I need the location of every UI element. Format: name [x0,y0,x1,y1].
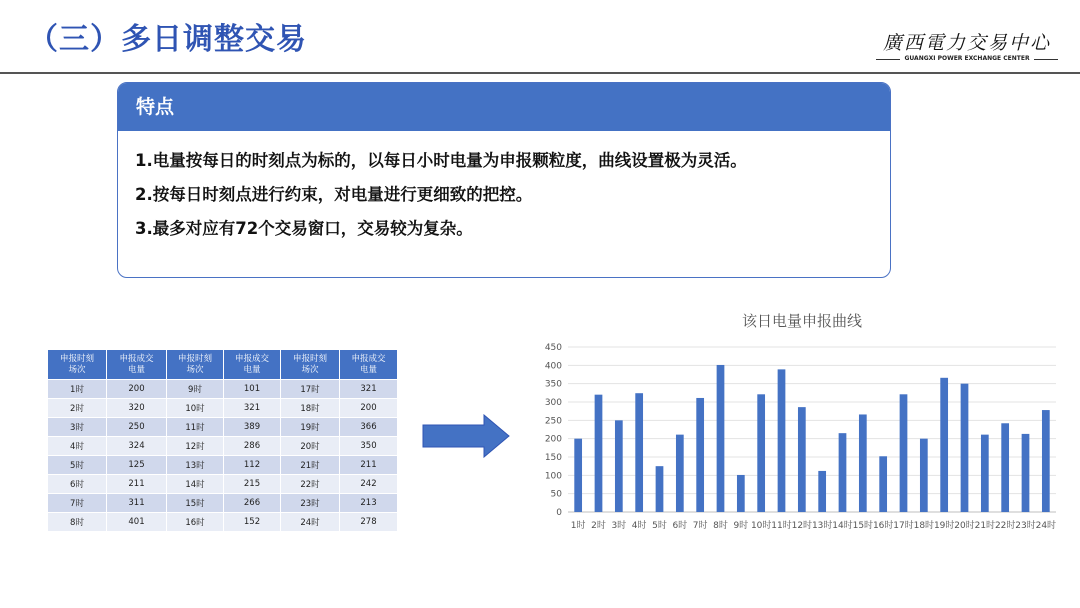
cell-deal-volume: 211 [107,475,167,494]
cell-time-slot: 13时 [167,456,224,475]
table-header-row [48,350,398,380]
cell-deal-volume: 401 [107,513,167,532]
table-row [48,399,398,418]
cell-deal-volume: 278 [340,513,398,532]
x-tick-label: 7时 [692,521,708,531]
y-tick-label: 250 [544,416,562,427]
x-tick-label: 22时 [994,521,1016,531]
x-tick-label: 5时 [652,521,667,531]
x-tick-label: 10时 [750,521,772,531]
bar [574,439,582,512]
table-body [48,380,398,532]
declaration-table [48,350,398,532]
cell-time-slot: 6时 [48,475,107,494]
feature-item: 1.电量按每日的时刻点为标的，以每日小时电量为申报颗粒度，曲线设置极为灵活。 [135,151,747,170]
cell-time-slot: 7时 [48,494,107,513]
table-row [48,475,398,494]
cell-time-slot: 5时 [48,456,107,475]
bar [920,439,928,512]
header-deal-volume: 申报成交 电量 [107,350,167,380]
cell-time-slot: 23时 [281,494,340,513]
cell-deal-volume: 321 [224,399,281,418]
x-tick-label: 21时 [974,521,996,531]
features-list [118,131,890,246]
cell-deal-volume: 112 [224,456,281,475]
cell-time-slot: 24时 [281,513,340,532]
bar [717,365,725,512]
cell-time-slot: 20时 [281,437,340,456]
x-tick-label: 23时 [1015,521,1036,531]
y-tick-label: 350 [544,379,562,390]
feature-item: 3.最多对应有72个交易窗口，交易较为复杂。 [135,219,473,238]
features-card [117,82,891,278]
cell-time-slot: 19时 [281,418,340,437]
cell-time-slot: 9时 [167,380,224,399]
y-tick-label: 400 [544,361,562,372]
x-tick-label: 1时 [570,521,586,531]
y-tick-label: 50 [550,489,562,500]
features-heading: 特点 [118,83,890,131]
table-row [48,437,398,456]
x-tick-label: 13时 [811,521,833,531]
cell-time-slot: 14时 [167,475,224,494]
y-tick-label: 100 [544,471,562,482]
bar [940,378,948,512]
x-tick-label: 11时 [771,521,792,531]
header-time-slot: 申报时刻 场次 [281,350,340,380]
cell-deal-volume: 311 [107,494,167,513]
slide-title: （三）多日调整交易 [28,22,307,57]
bar [696,398,704,512]
bar [1001,423,1009,512]
cell-deal-volume: 320 [107,399,167,418]
cell-time-slot: 21时 [281,456,340,475]
bar [839,433,847,512]
cell-time-slot: 12时 [167,437,224,456]
table-row [48,494,398,513]
table-row [48,513,398,532]
bar [737,475,745,512]
x-tick-label: 15时 [852,521,874,531]
x-tick-label: 17时 [893,521,914,531]
x-tick-label: 19时 [933,521,955,531]
x-tick-label: 14时 [832,521,853,531]
y-tick-label: 150 [544,453,562,463]
bar [757,394,765,512]
cell-deal-volume: 200 [107,380,167,399]
cell-deal-volume: 366 [340,418,398,437]
cell-deal-volume: 266 [224,494,281,513]
header-divider [0,72,1080,74]
cell-deal-volume: 286 [224,437,281,456]
bar [961,384,969,512]
cell-time-slot: 22时 [281,475,340,494]
bar [859,414,867,512]
y-tick-label: 450 [544,343,562,353]
x-tick-label: 20时 [954,521,975,531]
table-row [48,456,398,475]
table-row [48,380,398,399]
y-tick-label: 0 [556,508,562,518]
cell-deal-volume: 125 [107,456,167,475]
cell-time-slot: 4时 [48,437,107,456]
x-tick-label: 6时 [672,521,688,531]
cell-deal-volume: 215 [224,475,281,494]
x-tick-label: 2时 [591,521,606,531]
logo-rule-right [1034,59,1058,60]
bar [981,435,989,512]
header-time-slot: 申报时刻 场次 [48,350,107,380]
y-tick-label: 300 [544,398,562,408]
bar [900,394,908,512]
cell-deal-volume: 200 [340,399,398,418]
bar [879,456,887,512]
x-tick-label: 12时 [791,521,813,531]
bar [595,395,603,512]
cell-deal-volume: 350 [340,437,398,456]
cell-time-slot: 15时 [167,494,224,513]
header-deal-volume: 申报成交 电量 [340,350,398,380]
cell-time-slot: 2时 [48,399,107,418]
cell-time-slot: 8时 [48,513,107,532]
bar [818,471,826,512]
cell-time-slot: 10时 [167,399,224,418]
bar [1022,434,1030,512]
header-time-slot: 申报时刻 场次 [167,350,224,380]
x-tick-label: 9时 [733,521,749,531]
x-tick-label: 24时 [1035,521,1057,531]
chart-title: 该日电量申报曲线 [741,312,863,330]
x-tick-label: 3时 [611,521,627,531]
cell-time-slot: 11时 [167,418,224,437]
x-tick-label: 18时 [913,521,935,531]
x-tick-label: 16时 [872,521,894,531]
bar [615,420,623,512]
bar [635,393,643,512]
declaration-curve-chart [530,300,1070,540]
x-tick-label: 4时 [631,521,647,531]
cell-deal-volume: 152 [224,513,281,532]
bar [1042,410,1050,512]
logo-name-en: GUANGXI POWER EXCHANGE CENTER [904,55,1030,62]
logo [872,28,1062,68]
cell-deal-volume: 213 [340,494,398,513]
cell-deal-volume: 250 [107,418,167,437]
cell-time-slot: 18时 [281,399,340,418]
cell-deal-volume: 101 [224,380,281,399]
bar [778,369,786,512]
logo-name-cn: 廣西電力交易中心 [882,32,1051,54]
x-tick-label: 8时 [713,521,728,531]
cell-time-slot: 17时 [281,380,340,399]
cell-deal-volume: 242 [340,475,398,494]
bar [656,466,664,512]
cell-time-slot: 1时 [48,380,107,399]
cell-deal-volume: 211 [340,456,398,475]
table-row [48,418,398,437]
cell-deal-volume: 321 [340,380,398,399]
feature-item: 2.按每日时刻点进行约束，对电量进行更细致的把控。 [135,185,533,204]
header-deal-volume: 申报成交 电量 [224,350,281,380]
cell-deal-volume: 324 [107,437,167,456]
logo-rule-left [876,59,900,60]
bar [798,407,806,512]
right-arrow-icon [422,414,510,458]
y-tick-label: 200 [544,434,562,445]
cell-deal-volume: 389 [224,418,281,437]
cell-time-slot: 3时 [48,418,107,437]
bar [676,435,684,512]
cell-time-slot: 16时 [167,513,224,532]
